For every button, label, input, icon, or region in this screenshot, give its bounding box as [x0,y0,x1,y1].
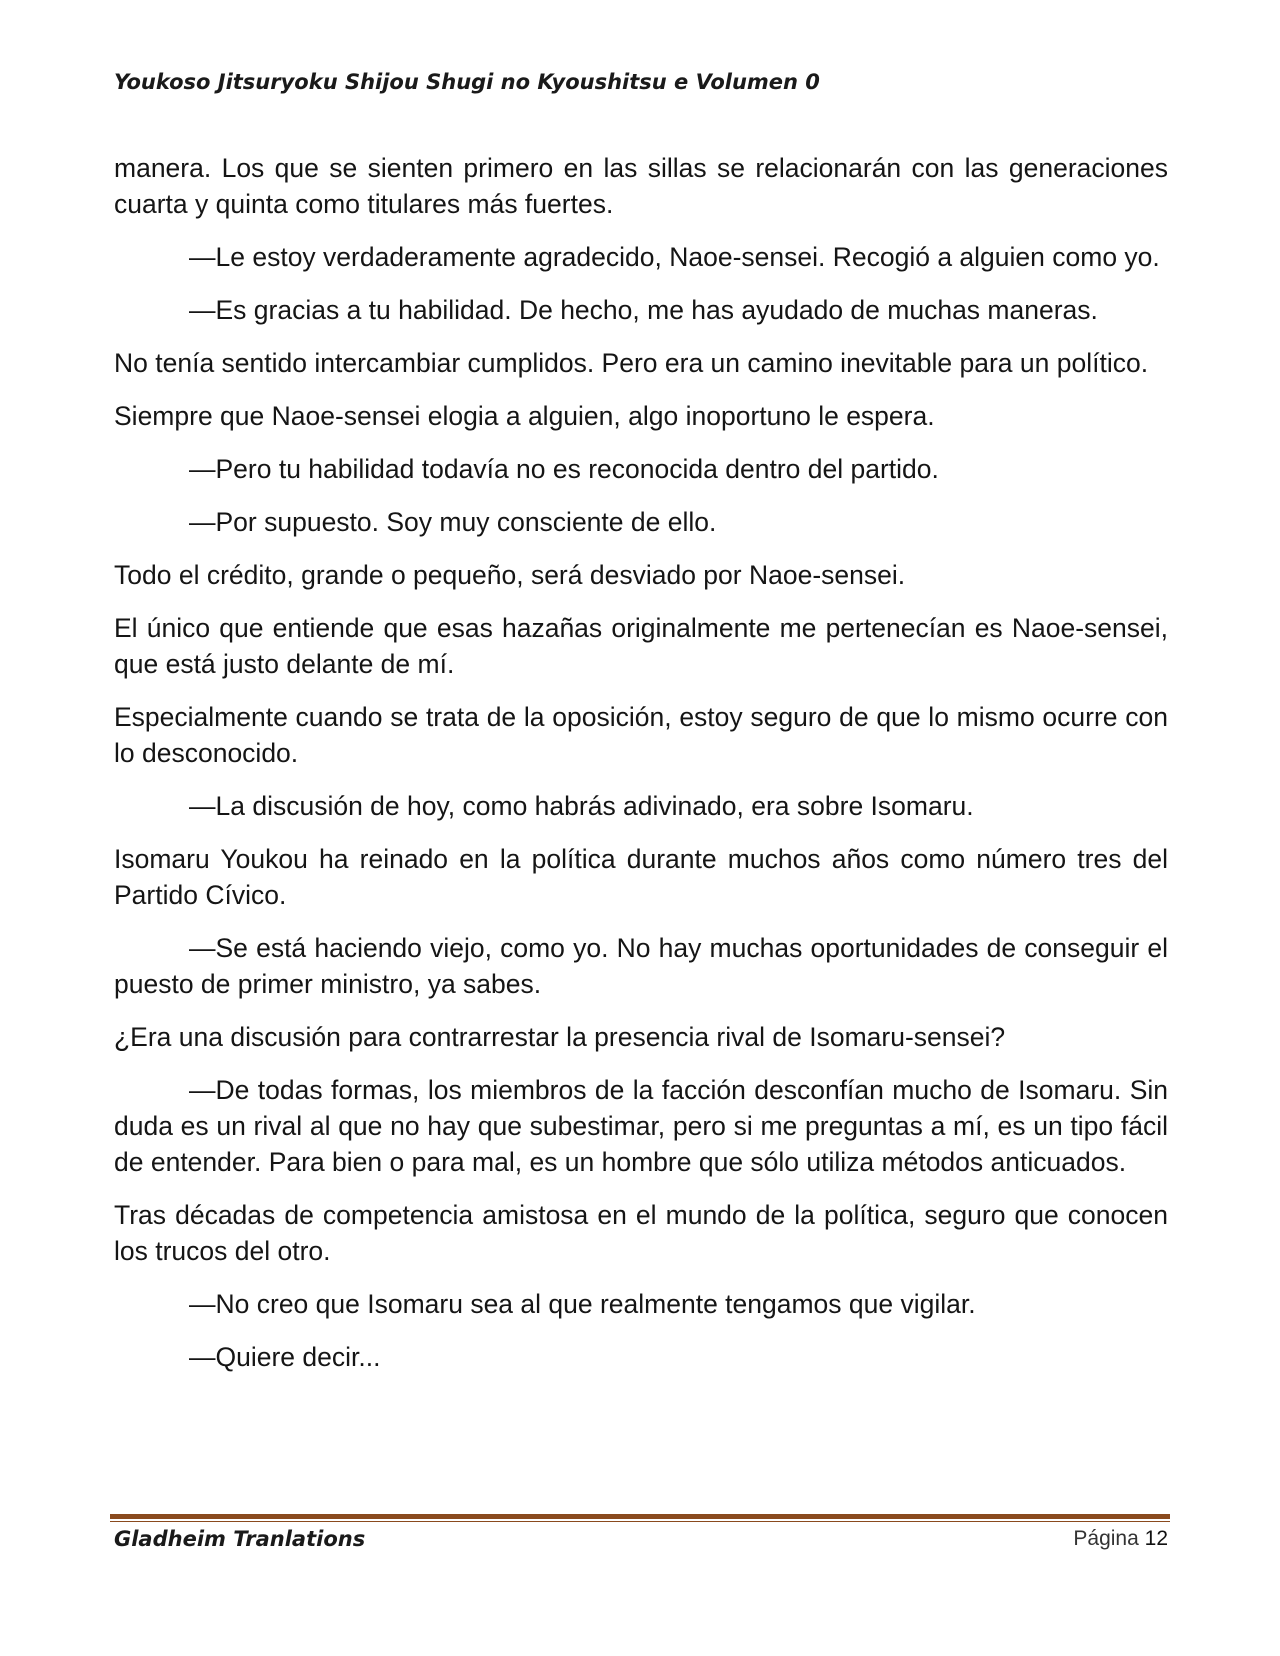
paragraph: El único que entiende que esas hazañas originalmente me pertenecían es Naoe-sensei, que está justo delante de mí. [114,613,1168,679]
paragraph: Siempre que Naoe-sensei elogia a alguien, algo inoportuno le espera. [114,401,935,431]
paragraph: —Por supuesto. Soy muy consciente de ello. [189,507,717,537]
paragraph: ¿Era una discusión para contrarrestar la presencia rival de Isomaru-sensei? [114,1022,1006,1052]
paragraph: Especialmente cuando se trata de la oposición, estoy seguro de que lo mismo ocurre con lo desconocido. [114,702,1168,768]
paragraph: —No creo que Isomaru sea al que realmente tengamos que vigilar. [189,1289,976,1319]
page-number [1073,1527,1168,1551]
footer-divider [110,1514,1170,1523]
paragraph: —Quiere decir... [189,1342,381,1372]
paragraph: Tras décadas de competencia amistosa en el mundo de la política, seguro que conocen los trucos del otro. [114,1200,1168,1266]
paragraph: Todo el crédito, grande o pequeño, será desviado por Naoe-sensei. [114,560,906,590]
paragraph: —De todas formas, los miembros de la facción desconfían mucho de Isomaru. Sin duda es un rival al que no hay que subestimar, pero si me preguntas a mí, es un tipo fácil de entender. Para bien o para mal, es un hombre que sólo utiliza métodos anticuados. [114,1075,1168,1177]
paragraph: —Le estoy verdaderamente agradecido, Naoe-sensei. Recogió a alguien como yo. [189,242,1160,272]
paragraph: —Pero tu habilidad todavía no es reconocida dentro del partido. [189,454,939,484]
paragraph: —Es gracias a tu habilidad. De hecho, me has ayudado de muchas maneras. [189,295,1098,325]
page-label: Página [1073,1527,1139,1550]
paragraph: No tenía sentido intercambiar cumplidos. Pero era un camino inevitable para un político. [114,348,1149,378]
paragraph: —La discusión de hoy, como habrás adivinado, era sobre Isomaru. [189,791,974,821]
page-number-value: 12 [1144,1527,1168,1550]
paragraph: —Se está haciendo viejo, como yo. No hay muchas oportunidades de conseguir el puesto de primer ministro, ya sabes. [114,933,1168,999]
paragraph: Isomaru Youkou ha reinado en la política durante muchos años como número tres del Partido Cívico. [114,844,1168,910]
body-text [114,150,1168,1392]
page-header-title: Youkoso Jitsuryoku Shijou Shugi no Kyoushitsu e Volumen 0 [114,70,820,94]
footer-publisher: Gladheim Tranlations [114,1527,366,1551]
paragraph: manera. Los que se sienten primero en las sillas se relacionarán con las generaciones cuarta y quinta como titulares más fuertes. [114,153,1168,219]
